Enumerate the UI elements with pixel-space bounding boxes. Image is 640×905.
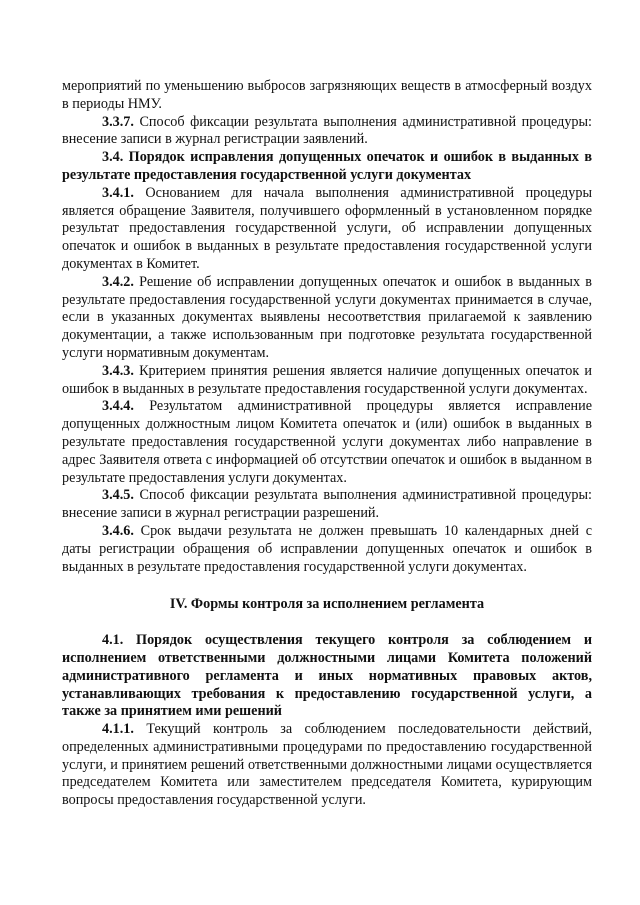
clause-text: Текущий контроль за соблюдением последовательности действий, определенных административными процедурами по предоставлению государственной услуги, и принятием решений ответственными должностными лицами осуществляется председателем Комитета или заместителем председателя Комитета, курирующим вопросы предоставления государственной услуги. <box>62 721 592 809</box>
clause-text: Способ фиксации результата выполнения административной процедуры: внесение записи в журнал регистрации разрешений. <box>62 487 592 522</box>
clause-text: Способ фиксации результата выполнения административной процедуры: внесение записи в журнал регистрации заявлений. <box>62 113 592 148</box>
clause-number: 3.4.4. <box>102 398 134 415</box>
clause-number: 3.4.1. <box>102 184 134 201</box>
clause-text: Основанием для начала выполнения административной процедуры является обращение Заявителя, получившего оформленный в установленном порядке результат предоставления государственной услуги, об исправлении допущенных опечаток и ошибок в выданных в результате предоставления государственной услуги документах в Комитет. <box>62 184 592 272</box>
clause-number: 3.4.3. <box>102 362 134 379</box>
clause-text: Критерием принятия решения является наличие допущенных опечаток и ошибок в выданных в результате предоставления государственной услуги документах. <box>62 362 592 397</box>
section-heading-3-4: 3.4. Порядок исправления допущенных опечаток и ошибок в выданных в результате предоставления государственной услуги документах <box>62 149 592 183</box>
clause-number: 3.3.7. <box>102 113 134 130</box>
clause-number: 3.4.2. <box>102 273 134 290</box>
paragraph-3-4-2 <box>62 274 592 363</box>
paragraph-3-4-3 <box>62 363 592 399</box>
paragraph-3-4-4 <box>62 398 592 487</box>
clause-number: 4.1.1. <box>102 721 134 738</box>
clause-number: 3.4.6. <box>102 522 134 539</box>
chapter-title-iv: IV. Формы контроля за исполнением регламента <box>169 596 485 613</box>
paragraph-continuation: мероприятий по уменьшению выбросов загрязняющих веществ в атмосферный воздух в периоды НМУ. <box>62 78 592 112</box>
paragraph-3-4-1 <box>62 185 592 274</box>
paragraph-3-4-6 <box>62 523 592 576</box>
clause-number: 3.4.5. <box>102 487 134 504</box>
paragraph-3-3-7 <box>62 114 592 150</box>
paragraph-3-4-5 <box>62 487 592 523</box>
section-heading-4-1: 4.1. Порядок осуществления текущего контроля за соблюдением и исполнением ответственными должностными лицами Комитета положений административного регламента и иных нормативных правовых актов, устанавливающих требования к предоставлению государственной услуги, а также за принятием ими решений <box>62 632 592 720</box>
paragraph-4-1-1 <box>62 721 592 810</box>
clause-text: Результатом административной процедуры является исправление допущенных должностным лицом Комитета опечаток и (или) ошибок в выданных в результате предоставления государственной услуги документах либо направление в адрес Заявителя ответа с информацией об отсутствии опечаток и ошибок в выданном в результате предоставления услуги документах. <box>62 398 592 486</box>
clause-text: Срок выдачи результата не должен превышать 10 календарных дней с даты регистрации обращения об исправлении допущенных опечаток и ошибок в выданных в результате предоставления государственной услуги документах. <box>62 522 592 575</box>
clause-text: Решение об исправлении допущенных опечаток и ошибок в выданных в результате предоставления государственной услуги документах принимается в случае, если в указанных документах выявлены несоответствия прилагаемой к заявлению документации, а также использованным при подготовке результата государственной услуги нормативным документам. <box>62 273 592 361</box>
